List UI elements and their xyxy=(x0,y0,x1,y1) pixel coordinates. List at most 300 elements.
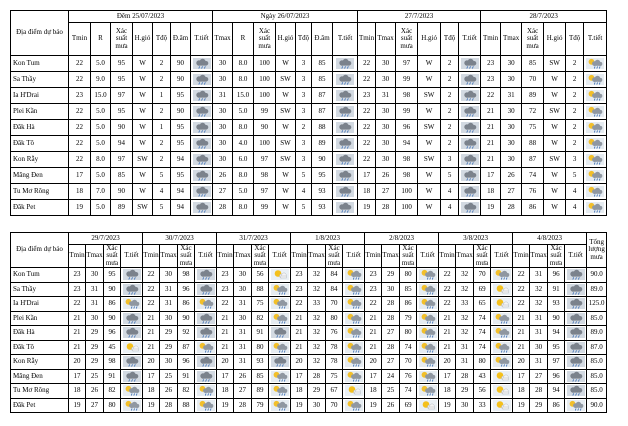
value-cell: 30 xyxy=(376,72,396,88)
value-cell: 90 xyxy=(171,56,191,72)
value-cell: 95 xyxy=(111,72,133,88)
date-header: Ngày 26/07/2023 xyxy=(213,11,358,23)
weather-cell xyxy=(333,168,358,184)
value-cell: 30 xyxy=(376,104,396,120)
value-cell: 30 xyxy=(160,268,178,283)
sun-rain-icon xyxy=(271,284,289,295)
weather-cell xyxy=(121,268,143,283)
weather-cell xyxy=(584,104,607,120)
value-cell: 18 xyxy=(69,384,86,399)
value-cell: 100 xyxy=(396,184,418,200)
value-cell: 82 xyxy=(104,384,121,399)
value-cell: 31 xyxy=(234,297,252,312)
value-cell: 21 xyxy=(291,340,308,355)
value-cell: 28 xyxy=(308,369,326,384)
column-header: Tmin xyxy=(481,23,501,56)
rain-cloud-icon xyxy=(336,186,354,197)
value-cell: 87 xyxy=(312,88,333,104)
weather-cell xyxy=(417,282,439,297)
weather-cell xyxy=(191,56,213,72)
value-cell: 2 xyxy=(441,56,459,72)
value-cell: 21 xyxy=(481,136,501,152)
value-cell: 21 xyxy=(513,326,530,341)
sun-rain-icon xyxy=(419,371,437,382)
weather-cell xyxy=(121,311,143,326)
value-cell: W xyxy=(544,184,566,200)
column-header: T.tiết xyxy=(417,245,439,268)
weather-cell xyxy=(343,369,365,384)
sun-rain-icon xyxy=(271,400,289,411)
column-header: Tmin xyxy=(513,245,530,268)
value-cell: 95 xyxy=(171,136,191,152)
value-cell: 32 xyxy=(308,355,326,370)
rain-cloud-icon xyxy=(461,170,479,181)
value-cell: 22 xyxy=(69,152,91,168)
value-cell: 69 xyxy=(400,398,417,413)
weather-cell xyxy=(565,311,587,326)
sun-rain-icon xyxy=(271,385,289,396)
weather-cell xyxy=(491,268,513,283)
sun-rain-icon xyxy=(197,342,215,353)
value-cell: SW xyxy=(544,152,566,168)
date-header: 29/7/2023 xyxy=(69,233,143,245)
value-cell: 79 xyxy=(400,311,417,326)
value-cell: 31 xyxy=(234,355,252,370)
value-cell: 100 xyxy=(396,200,418,216)
sun-rain-icon xyxy=(345,269,363,280)
location-cell: Sa Thầy xyxy=(11,282,69,297)
table-body xyxy=(11,268,607,413)
weather-cell xyxy=(269,297,291,312)
value-cell: 8.0 xyxy=(233,200,254,216)
weather-cell xyxy=(343,297,365,312)
location-cell: Kon Tum xyxy=(11,56,69,72)
value-cell: 94 xyxy=(171,152,191,168)
value-cell: 70 xyxy=(474,268,491,283)
value-cell: SW xyxy=(133,152,153,168)
value-cell: 28 xyxy=(382,311,400,326)
value-cell: 25 xyxy=(86,369,104,384)
sun-rain-icon xyxy=(419,298,437,309)
value-cell: 31 xyxy=(501,88,522,104)
column-header: Tmin xyxy=(217,245,234,268)
value-cell: 90 xyxy=(111,120,133,136)
weather-cell xyxy=(584,72,607,88)
value-cell: 31 xyxy=(376,88,396,104)
column-header: Tmax xyxy=(213,23,233,56)
value-cell: 99 xyxy=(254,104,276,120)
value-cell: 19 xyxy=(439,398,456,413)
value-cell: 30 xyxy=(501,120,522,136)
location-cell: Đăk Hà xyxy=(11,120,69,136)
value-cell: 18 xyxy=(513,384,530,399)
value-cell: 86 xyxy=(400,297,417,312)
value-cell: 19 xyxy=(365,398,382,413)
location-header: Địa điểm dự báo xyxy=(11,233,69,268)
value-cell: 22 xyxy=(143,282,160,297)
weather-cell xyxy=(491,297,513,312)
sun-rain-icon xyxy=(197,298,215,309)
value-cell: 70 xyxy=(326,297,343,312)
value-cell: 21 xyxy=(291,326,308,341)
value-cell: 56 xyxy=(252,268,269,283)
value-cell: 5.0 xyxy=(91,104,111,120)
value-cell: W xyxy=(418,168,441,184)
value-cell: 84 xyxy=(326,268,343,283)
weather-cell xyxy=(195,282,217,297)
value-cell: 32 xyxy=(456,311,474,326)
weather-cell xyxy=(121,340,143,355)
weather-cell xyxy=(333,136,358,152)
value-cell: 92 xyxy=(178,326,195,341)
column-header: R xyxy=(91,23,111,56)
value-cell: 18 xyxy=(481,184,501,200)
value-cell: 33 xyxy=(308,297,326,312)
weather-cell xyxy=(333,200,358,216)
rain-cloud-icon xyxy=(193,106,211,117)
value-cell: 3 xyxy=(441,152,459,168)
value-cell: 85 xyxy=(312,56,333,72)
value-cell: 30 xyxy=(234,268,252,283)
weather-cell xyxy=(121,398,143,413)
weather-cell xyxy=(343,340,365,355)
value-cell: 90 xyxy=(104,311,121,326)
weather-cell xyxy=(565,297,587,312)
column-header: Đ.âm xyxy=(312,23,333,56)
value-cell: 93 xyxy=(312,184,333,200)
value-cell: 26 xyxy=(234,369,252,384)
value-cell: 29 xyxy=(530,398,548,413)
date-header: Đêm 25/07/2023 xyxy=(69,11,213,23)
rain-cloud-icon xyxy=(123,269,141,280)
sun-rain-icon xyxy=(419,385,437,396)
value-cell: 3 xyxy=(296,72,312,88)
total-rainfall-cell: 89.0 xyxy=(587,326,607,341)
value-cell: 98 xyxy=(104,355,121,370)
rain-cloud-icon xyxy=(193,58,211,69)
value-cell: 30 xyxy=(376,136,396,152)
value-cell: 5.0 xyxy=(91,56,111,72)
value-cell: 74 xyxy=(474,326,491,341)
value-cell: 22 xyxy=(358,56,376,72)
total-rainfall-cell: 90.0 xyxy=(587,398,607,413)
rain-cloud-icon xyxy=(336,90,354,101)
value-cell: 2 xyxy=(153,56,171,72)
value-cell: 4 xyxy=(153,184,171,200)
value-cell: 94 xyxy=(548,326,565,341)
value-cell: 22 xyxy=(358,104,376,120)
rain-cloud-icon xyxy=(271,356,289,367)
value-cell: 33 xyxy=(474,398,491,413)
column-header: Tđộ xyxy=(296,23,312,56)
weather-cell xyxy=(343,384,365,399)
rain-cloud-icon xyxy=(461,90,479,101)
weather-cell xyxy=(491,369,513,384)
sun-rain-icon xyxy=(586,90,604,101)
weather-cell xyxy=(269,282,291,297)
value-cell: 65 xyxy=(474,297,491,312)
weather-cell xyxy=(584,184,607,200)
value-cell: 28 xyxy=(501,200,522,216)
weather-cell xyxy=(491,311,513,326)
value-cell: 21 xyxy=(439,340,456,355)
value-cell: 27 xyxy=(213,184,233,200)
value-cell: 88 xyxy=(178,398,195,413)
weather-cell xyxy=(584,88,607,104)
weather-cell xyxy=(343,355,365,370)
value-cell: 4 xyxy=(566,200,584,216)
value-cell: 2 xyxy=(441,120,459,136)
date-header: 28/7/2023 xyxy=(481,11,607,23)
value-cell: 26 xyxy=(213,168,233,184)
weather-cell xyxy=(584,56,607,72)
weather-cell xyxy=(584,120,607,136)
value-cell: 19 xyxy=(513,398,530,413)
value-cell: W xyxy=(133,56,153,72)
value-cell: 97 xyxy=(111,152,133,168)
column-header: Xác suất mưa xyxy=(252,245,269,268)
rain-cloud-icon xyxy=(567,371,585,382)
value-cell: 30 xyxy=(376,152,396,168)
rain-cloud-icon xyxy=(461,186,479,197)
value-cell: 4 xyxy=(441,200,459,216)
weather-cell xyxy=(343,326,365,341)
value-cell: 30 xyxy=(501,104,522,120)
weather-cell xyxy=(565,340,587,355)
date-header: 3/8/2023 xyxy=(439,233,513,245)
value-cell: 5.0 xyxy=(233,184,254,200)
value-cell: 30 xyxy=(501,136,522,152)
weather-cell xyxy=(191,72,213,88)
value-cell: 28 xyxy=(376,200,396,216)
weather-cell xyxy=(269,340,291,355)
weather-cell xyxy=(459,56,481,72)
sun-rain-icon xyxy=(197,400,215,411)
value-cell: 88 xyxy=(252,282,269,297)
value-cell: 76 xyxy=(326,326,343,341)
table-row xyxy=(11,56,607,72)
column-header: Xác suất mưa xyxy=(111,23,133,56)
value-cell: 8.0 xyxy=(233,168,254,184)
value-cell: 97 xyxy=(548,355,565,370)
value-cell: 22 xyxy=(358,136,376,152)
rain-cloud-icon xyxy=(461,74,479,85)
weather-cell xyxy=(584,152,607,168)
value-cell: W xyxy=(276,168,296,184)
value-cell: W xyxy=(133,88,153,104)
value-cell: 22 xyxy=(69,136,91,152)
value-cell: 21 xyxy=(291,311,308,326)
sun-rain-icon xyxy=(271,371,289,382)
sun-rain-icon xyxy=(419,342,437,353)
value-cell: 8.0 xyxy=(233,120,254,136)
column-header: Tđộ xyxy=(153,23,171,56)
location-cell: Ia H'Drai xyxy=(11,297,69,312)
column-header: Tmax xyxy=(308,245,326,268)
sun-rain-icon xyxy=(345,356,363,367)
value-cell: 9.0 xyxy=(91,72,111,88)
sun-rain-icon xyxy=(271,342,289,353)
value-cell: 22 xyxy=(481,88,501,104)
weather-cell xyxy=(459,72,481,88)
value-cell: 23 xyxy=(481,72,501,88)
column-header: T.tiết xyxy=(333,23,358,56)
value-cell: 23 xyxy=(217,282,234,297)
rain-cloud-icon xyxy=(567,385,585,396)
value-cell: 91 xyxy=(252,326,269,341)
value-cell: 88 xyxy=(312,120,333,136)
value-cell: 31 xyxy=(86,297,104,312)
value-cell: 29 xyxy=(160,340,178,355)
table-row xyxy=(11,88,607,104)
rain-cloud-icon xyxy=(336,106,354,117)
value-cell: 19 xyxy=(217,398,234,413)
value-cell: 31 xyxy=(213,88,233,104)
table-row xyxy=(11,184,607,200)
value-cell: 8.0 xyxy=(233,56,254,72)
value-cell: 17 xyxy=(69,369,86,384)
column-header: T.tiết xyxy=(565,245,587,268)
sun-rain-icon xyxy=(493,356,511,367)
value-cell: 43 xyxy=(474,369,491,384)
table-row xyxy=(11,120,607,136)
sun-rain-icon xyxy=(419,327,437,338)
weather-cell xyxy=(191,168,213,184)
value-cell: 1 xyxy=(153,88,171,104)
rain-cloud-icon xyxy=(567,298,585,309)
value-cell: 2 xyxy=(441,136,459,152)
table-header xyxy=(11,11,607,56)
sun-rain-icon xyxy=(586,106,604,117)
column-header: Tmax xyxy=(160,245,178,268)
value-cell: W xyxy=(544,88,566,104)
rain-cloud-icon xyxy=(193,154,211,165)
value-cell: 95 xyxy=(104,268,121,283)
column-header: T.tiết xyxy=(191,23,213,56)
weather-cell xyxy=(417,340,439,355)
value-cell: 23 xyxy=(365,268,382,283)
column-header: Tmin xyxy=(358,23,376,56)
value-cell: 28 xyxy=(160,398,178,413)
sun-rain-icon xyxy=(493,269,511,280)
value-cell: 17 xyxy=(217,369,234,384)
header-row-columns xyxy=(11,245,607,268)
value-cell: 91 xyxy=(548,282,565,297)
value-cell: 27 xyxy=(382,355,400,370)
column-header: Tđộ xyxy=(441,23,459,56)
rain-cloud-icon xyxy=(461,154,479,165)
weather-cell xyxy=(491,326,513,341)
value-cell: 2 xyxy=(566,120,584,136)
value-cell: 90 xyxy=(548,311,565,326)
value-cell: 86 xyxy=(104,297,121,312)
column-header: H.gió xyxy=(133,23,153,56)
value-cell: 96 xyxy=(548,268,565,283)
value-cell: 3 xyxy=(296,136,312,152)
column-header: H.gió xyxy=(544,23,566,56)
value-cell: 80 xyxy=(400,268,417,283)
weather-cell xyxy=(195,398,217,413)
column-header: Tmin xyxy=(365,245,382,268)
value-cell: 93 xyxy=(252,355,269,370)
date-header: 4/8/2023 xyxy=(513,233,587,245)
sun-rain-icon xyxy=(123,400,141,411)
value-cell: 22 xyxy=(365,297,382,312)
value-cell: 28 xyxy=(382,297,400,312)
weather-cell xyxy=(343,311,365,326)
weather-cell xyxy=(565,398,587,413)
value-cell: 30 xyxy=(376,56,396,72)
value-cell: 3 xyxy=(296,152,312,168)
value-cell: 22 xyxy=(513,282,530,297)
value-cell: 29 xyxy=(382,268,400,283)
value-cell: 17 xyxy=(143,369,160,384)
weather-cell xyxy=(459,136,481,152)
value-cell: W xyxy=(418,136,441,152)
weather-cell xyxy=(491,355,513,370)
table-row xyxy=(11,104,607,120)
rain-cloud-icon xyxy=(193,170,211,181)
column-header: Xác suất mưa xyxy=(396,23,418,56)
value-cell: 19 xyxy=(481,200,501,216)
value-cell: 32 xyxy=(308,311,326,326)
value-cell: 22 xyxy=(69,104,91,120)
column-header: T.tiết xyxy=(195,245,217,268)
rain-cloud-icon xyxy=(197,371,215,382)
value-cell: 20 xyxy=(143,355,160,370)
value-cell: 23 xyxy=(69,88,91,104)
rain-cloud-icon xyxy=(336,202,354,213)
column-header: Xác suất mưa xyxy=(522,23,544,56)
rain-cloud-icon xyxy=(336,170,354,181)
value-cell: 88 xyxy=(522,136,544,152)
value-cell: 89 xyxy=(522,88,544,104)
location-cell: Plei Kần xyxy=(11,311,69,326)
sun-rain-icon xyxy=(123,298,141,309)
value-cell: 95 xyxy=(171,88,191,104)
value-cell: 70 xyxy=(522,72,544,88)
rain-cloud-icon xyxy=(461,58,479,69)
weather-cell xyxy=(333,152,358,168)
value-cell: 20 xyxy=(291,355,308,370)
value-cell: 30 xyxy=(234,282,252,297)
value-cell: 30 xyxy=(376,120,396,136)
value-cell: 22 xyxy=(439,297,456,312)
value-cell: 80 xyxy=(326,311,343,326)
value-cell: 32 xyxy=(308,282,326,297)
weather-cell xyxy=(459,88,481,104)
value-cell: 5 xyxy=(296,168,312,184)
value-cell: 28 xyxy=(456,369,474,384)
value-cell: 22 xyxy=(69,297,86,312)
table-row xyxy=(11,72,607,88)
value-cell: 19 xyxy=(358,200,376,216)
header-row-dates xyxy=(11,233,607,245)
value-cell: 30 xyxy=(213,136,233,152)
value-cell: 29 xyxy=(86,326,104,341)
total-rainfall-cell: 87.0 xyxy=(587,340,607,355)
weather-cell xyxy=(459,200,481,216)
value-cell: 96 xyxy=(178,282,195,297)
sun-rain-icon xyxy=(493,327,511,338)
value-cell: 85 xyxy=(252,369,269,384)
value-cell: 2 xyxy=(566,88,584,104)
value-cell: W xyxy=(544,168,566,184)
value-cell: 45 xyxy=(104,340,121,355)
column-header: Tmax xyxy=(86,245,104,268)
value-cell: 28 xyxy=(530,384,548,399)
value-cell: 17 xyxy=(513,369,530,384)
